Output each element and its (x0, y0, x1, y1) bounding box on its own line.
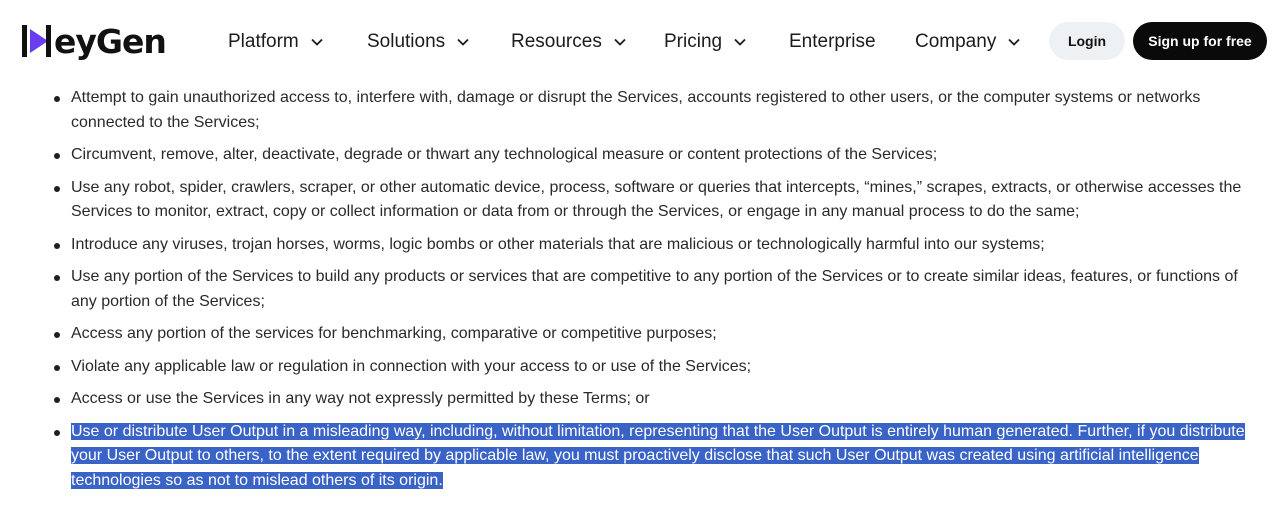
prohibited-uses-list (0, 86, 1280, 493)
nav-pricing[interactable] (664, 31, 746, 53)
list-item-text: Access any portion of the services for benchmarking, comparative or competitive purposes; (71, 325, 717, 342)
nav-resources[interactable] (511, 31, 626, 53)
list-item-text: Attempt to gain unauthorized access to, interfere with, damage or disrupt the Services, accounts registered to other users, or the computer systems or networks connected to the Services; (71, 89, 1201, 131)
list-item-text: Violate any applicable law or regulation in connection with your access to or use of the Services; (71, 357, 752, 375)
nav-enterprise[interactable] (789, 31, 876, 53)
chevron-down-icon (734, 38, 746, 46)
list-item (0, 233, 1280, 258)
nav-solutions[interactable] (367, 31, 469, 53)
bullet-icon (54, 397, 60, 403)
nav-solutions-label: Solutions (367, 31, 446, 52)
list-item-selected (0, 420, 1280, 494)
list-item (0, 143, 1280, 168)
list-item-text[interactable] (71, 420, 1251, 494)
list-item-text: Introduce any viruses, trojan horses, worms, logic bombs or other materials that are malicious or technologically harmful into our systems; (71, 235, 1045, 253)
nav-company-label: Company (915, 31, 997, 52)
list-item-text: Use any robot, spider, crawlers, scraper, or other automatic device, process, software or queries that intercepts, “mines,” scrapes, extracts, or otherwise accesses the Services to monitor, extract, copy or collect information or data from or through the Services, or engage in any manual process to do the same; (71, 178, 1242, 220)
bullet-icon (54, 275, 60, 281)
bullet-icon (54, 96, 60, 102)
list-item-text: Circumvent, remove, alter, deactivate, degrade or thwart any technological measure or content protections of the Services; (71, 146, 938, 163)
list-item (0, 322, 1280, 347)
chevron-down-icon (1008, 38, 1020, 46)
nav-platform[interactable] (228, 31, 323, 53)
selected-text-highlight[interactable]: Use or distribute User Output in a misleading way, including, without limitation, representing that the User Output is entirely human generated. Further, if you distribute your User Output to others, to the extent required by applicable law, you must proactively disclose that such User Output was created using artificial intelligence technologies so as not to mislead others of its origin. (71, 422, 1245, 489)
bullet-icon (54, 186, 60, 192)
list-item (0, 387, 1280, 412)
bullet-icon (54, 430, 60, 436)
list-item (0, 86, 1280, 135)
nav-platform-label: Platform (228, 31, 299, 52)
nav-pricing-label: Pricing (664, 31, 723, 52)
bullet-icon (54, 332, 60, 338)
nav-company[interactable] (915, 31, 1020, 53)
logo-wordmark: eyGen (54, 21, 166, 61)
list-item (0, 355, 1280, 380)
nav-enterprise-label: Enterprise (789, 31, 876, 52)
terms-content (0, 86, 1280, 501)
list-item (0, 176, 1280, 225)
login-button[interactable]: Login (1049, 22, 1125, 60)
bullet-icon (54, 243, 60, 249)
list-item-text: Access or use the Services in any way not expressly permitted by these Terms; or (71, 390, 650, 407)
heygen-logo[interactable] (22, 21, 166, 61)
top-navbar (0, 0, 1280, 82)
list-item-text: Use any portion of the Services to build any products or services that are competitive to any portion of the Services or to create similar ideas, features, or functions of any portion of the Services; (71, 268, 1238, 310)
nav-resources-label: Resources (511, 31, 602, 52)
chevron-down-icon (457, 38, 469, 46)
chevron-down-icon (614, 38, 626, 46)
list-item (0, 265, 1280, 314)
bullet-icon (54, 153, 60, 159)
signup-button[interactable]: Sign up for free (1133, 22, 1267, 60)
chevron-down-icon (311, 38, 323, 46)
bullet-icon (54, 365, 60, 371)
heygen-logo-mark-icon (22, 23, 52, 59)
